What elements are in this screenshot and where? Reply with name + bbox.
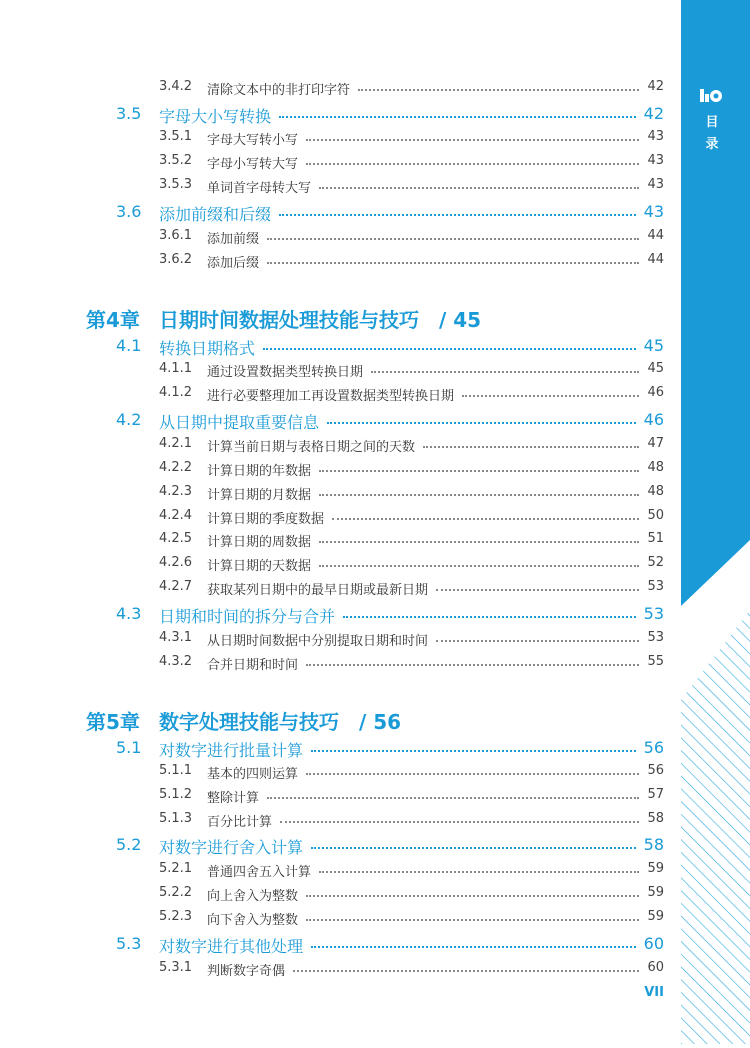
- toc-section-row: [0, 738, 750, 758]
- toc-title: 计算日期的年数据: [207, 464, 312, 479]
- toc-page-number: 52: [647, 555, 664, 570]
- toc-number: 第5章: [86, 710, 140, 734]
- toc-section-row: [0, 410, 750, 430]
- toc-section-row: [0, 202, 750, 222]
- toc-subsection-row: [0, 861, 750, 878]
- toc-number: 4.3: [116, 604, 142, 623]
- toc-page-number: 42: [647, 79, 664, 94]
- toc-title: 向下舍入为整数: [207, 913, 299, 928]
- toc-title: 向上舍入为整数: [207, 889, 299, 904]
- toc-page-number: 53: [647, 579, 664, 594]
- toc-subsection-row: [0, 129, 750, 146]
- toc-title: 转换日期格式: [159, 339, 256, 358]
- toc-subsection-row: [0, 252, 750, 269]
- toc-number: 5.1: [116, 738, 142, 757]
- toc-leader-dots: [423, 446, 639, 448]
- toc-number: 3.6.2: [159, 252, 193, 267]
- toc-leader-dots: [306, 664, 639, 666]
- toc-number: 5.2.1: [159, 861, 193, 876]
- toc-page-number: 60: [643, 934, 664, 953]
- toc-page-number: 48: [647, 460, 664, 475]
- toc-number: 3.5.3: [159, 177, 193, 192]
- toc-number: 第4章: [86, 308, 140, 332]
- toc-leader-dots: [371, 371, 639, 373]
- toc-leader-dots: [267, 797, 639, 799]
- toc-page-number: 43: [647, 153, 664, 168]
- toc-subsection-row: [0, 177, 750, 194]
- toc-subsection-row: [0, 153, 750, 170]
- toc-leader-dots: [306, 919, 639, 921]
- toc-subsection-row: [0, 361, 750, 378]
- toc-subsection-row: [0, 460, 750, 477]
- toc-page-number: 48: [647, 484, 664, 499]
- toc-leader-dots: [280, 821, 639, 823]
- toc-leader-dots: [279, 214, 636, 216]
- toc-leader-dots: [279, 116, 636, 118]
- toc-page-number: 51: [647, 531, 664, 546]
- toc-number: 4.2.7: [159, 579, 193, 594]
- toc-number: 4.2: [116, 410, 142, 429]
- toc-page-number: 43: [647, 177, 664, 192]
- toc-number: 4.2.6: [159, 555, 193, 570]
- toc-leader-dots: [267, 262, 639, 264]
- toc-subsection-row: [0, 228, 750, 245]
- toc-title: 添加前缀: [207, 232, 260, 247]
- toc-page-number: 56: [647, 763, 664, 778]
- toc-page-number: 58: [647, 811, 664, 826]
- toc-leader-dots: [343, 616, 636, 618]
- toc-number: 4.1: [116, 336, 142, 355]
- toc-chapter-row: [0, 706, 750, 734]
- toc-section-row: [0, 934, 750, 954]
- toc-subsection-row: [0, 960, 750, 977]
- toc-page-number: 58: [643, 835, 664, 854]
- toc-title: 获取某列日期中的最早日期或最新日期: [207, 583, 429, 598]
- toc-title: 对数字进行批量计算: [159, 741, 304, 760]
- toc-number: 4.2.5: [159, 531, 193, 546]
- toc-title: 从日期时间数据中分别提取日期和时间: [207, 634, 429, 649]
- toc-chapter-row: [0, 304, 750, 332]
- toc-subsection-row: [0, 909, 750, 926]
- toc-leader-dots: [263, 348, 636, 350]
- toc-title: 从日期中提取重要信息: [159, 413, 320, 432]
- toc-title: 字母大写转小写: [207, 133, 299, 148]
- toc-title: 基本的四则运算: [207, 767, 299, 782]
- toc-title: 添加后缀: [207, 256, 260, 271]
- toc-subsection-row: [0, 385, 750, 402]
- toc-title: 添加前缀和后缀: [159, 205, 272, 224]
- toc-title: 判断数字奇偶: [207, 964, 286, 979]
- toc-subsection-row: [0, 436, 750, 453]
- toc-leader-dots: [436, 640, 639, 642]
- toc-title: 日期时间数据处理技能与技巧 / 45: [159, 308, 482, 332]
- toc-number: 3.5.2: [159, 153, 193, 168]
- toc-page-number: 42: [643, 104, 664, 123]
- page-number: VII: [644, 985, 664, 1000]
- toc-title: 日期和时间的拆分与合并: [159, 607, 336, 626]
- toc-leader-dots: [327, 422, 636, 424]
- toc-title: 对数字进行其他处理: [159, 937, 304, 956]
- toc-number: 4.2.1: [159, 436, 193, 451]
- toc-leader-dots: [319, 565, 639, 567]
- toc-page-number: 46: [647, 385, 664, 400]
- toc-number: 5.2.3: [159, 909, 193, 924]
- toc-leader-dots: [319, 470, 639, 472]
- toc-page-number: 56: [643, 738, 664, 757]
- toc-subsection-row: [0, 885, 750, 902]
- toc-page-number: 53: [647, 630, 664, 645]
- toc-page-number: 55: [647, 654, 664, 669]
- toc-leader-dots: [462, 395, 639, 397]
- toc-title: 计算日期的周数据: [207, 535, 312, 550]
- toc-number: 5.1.1: [159, 763, 193, 778]
- toc-number: 4.3.2: [159, 654, 193, 669]
- toc-leader-dots: [319, 187, 639, 189]
- toc-title: 进行必要整理加工再设置数据类型转换日期: [207, 389, 455, 404]
- toc-title: 普通四舍五入计算: [207, 865, 312, 880]
- toc-number: 3.6.1: [159, 228, 193, 243]
- toc-page-number: 50: [647, 508, 664, 523]
- toc-page-number: 43: [647, 129, 664, 144]
- toc-title: 字母小写转大写: [207, 157, 299, 172]
- tab-label-char: 录: [705, 137, 719, 152]
- toc-page-number: 59: [647, 861, 664, 876]
- toc-page-number: 45: [647, 361, 664, 376]
- toc-number: 4.1.1: [159, 361, 193, 376]
- toc-title: 字母大小写转换: [159, 107, 272, 126]
- toc-page-number: 53: [643, 604, 664, 623]
- toc-leader-dots: [319, 541, 639, 543]
- toc-leader-dots: [319, 871, 639, 873]
- toc-number: 5.2.2: [159, 885, 193, 900]
- toc-page-number: 44: [647, 252, 664, 267]
- toc-number: 4.3.1: [159, 630, 193, 645]
- toc-leader-dots: [311, 847, 636, 849]
- toc-subsection-row: [0, 484, 750, 501]
- toc-leader-dots: [311, 946, 636, 948]
- toc-subsection-row: [0, 630, 750, 647]
- toc-title: 计算日期的月数据: [207, 488, 312, 503]
- toc-leader-dots: [306, 895, 639, 897]
- toc-leader-dots: [332, 518, 639, 520]
- toc-page-number: 44: [647, 228, 664, 243]
- toc-leader-dots: [436, 589, 639, 591]
- toc-leader-dots: [306, 773, 639, 775]
- toc-leader-dots: [319, 494, 639, 496]
- toc-subsection-row: [0, 654, 750, 671]
- toc-section-row: [0, 336, 750, 356]
- toc-leader-dots: [306, 163, 639, 165]
- toc-title: 计算当前日期与表格日期之间的天数: [207, 440, 416, 455]
- toc-subsection-row: [0, 763, 750, 780]
- toc-page-number: 43: [643, 202, 664, 221]
- toc-title: 对数字进行舍入计算: [159, 838, 304, 857]
- toc-number: 5.3: [116, 934, 142, 953]
- toc-number: 3.5: [116, 104, 142, 123]
- toc-leader-dots: [311, 750, 636, 752]
- toc-number: 3.6: [116, 202, 142, 221]
- toc-page-number: 60: [647, 960, 664, 975]
- toc-section-row: [0, 604, 750, 624]
- toc-title: 单词首字母转大写: [207, 181, 312, 196]
- tab-label-char: 目: [705, 115, 719, 130]
- toc-number: 5.1.3: [159, 811, 193, 826]
- toc-page-number: 59: [647, 885, 664, 900]
- toc-page-number: 46: [643, 410, 664, 429]
- toc-subsection-row: [0, 579, 750, 596]
- toc-title: 计算日期的天数据: [207, 559, 312, 574]
- toc-number: 5.3.1: [159, 960, 193, 975]
- toc-page-number: 45: [643, 336, 664, 355]
- toc-page-number: 59: [647, 909, 664, 924]
- toc-number: 5.1.2: [159, 787, 193, 802]
- toc-title: 计算日期的季度数据: [207, 512, 325, 527]
- toc-leader-dots: [358, 89, 639, 91]
- toc-title: 清除文本中的非打印字符: [207, 83, 351, 98]
- toc-subsection-row: [0, 787, 750, 804]
- toc-title: 通过设置数据类型转换日期: [207, 365, 364, 380]
- toc-leader-dots: [293, 970, 639, 972]
- toc-subsection-row: [0, 811, 750, 828]
- toc-subsection-row: [0, 79, 750, 96]
- toc-title: 数字处理技能与技巧 / 56: [159, 710, 402, 734]
- toc-section-row: [0, 835, 750, 855]
- toc-subsection-row: [0, 508, 750, 525]
- toc-title: 整除计算: [207, 791, 260, 806]
- toc-number: 3.5.1: [159, 129, 193, 144]
- toc-number: 4.2.3: [159, 484, 193, 499]
- toc-number: 3.4.2: [159, 79, 193, 94]
- toc-page-number: 47: [647, 436, 664, 451]
- toc-number: 5.2: [116, 835, 142, 854]
- toc-page-number: 57: [647, 787, 664, 802]
- toc-number: 4.2.2: [159, 460, 193, 475]
- toc-subsection-row: [0, 531, 750, 548]
- toc-section-row: [0, 104, 750, 124]
- toc-title: 百分比计算: [207, 815, 273, 830]
- toc-leader-dots: [267, 238, 639, 240]
- toc-title: 合并日期和时间: [207, 658, 299, 673]
- toc-leader-dots: [306, 139, 639, 141]
- toc-number: 4.1.2: [159, 385, 193, 400]
- toc-subsection-row: [0, 555, 750, 572]
- toc-number: 4.2.4: [159, 508, 193, 523]
